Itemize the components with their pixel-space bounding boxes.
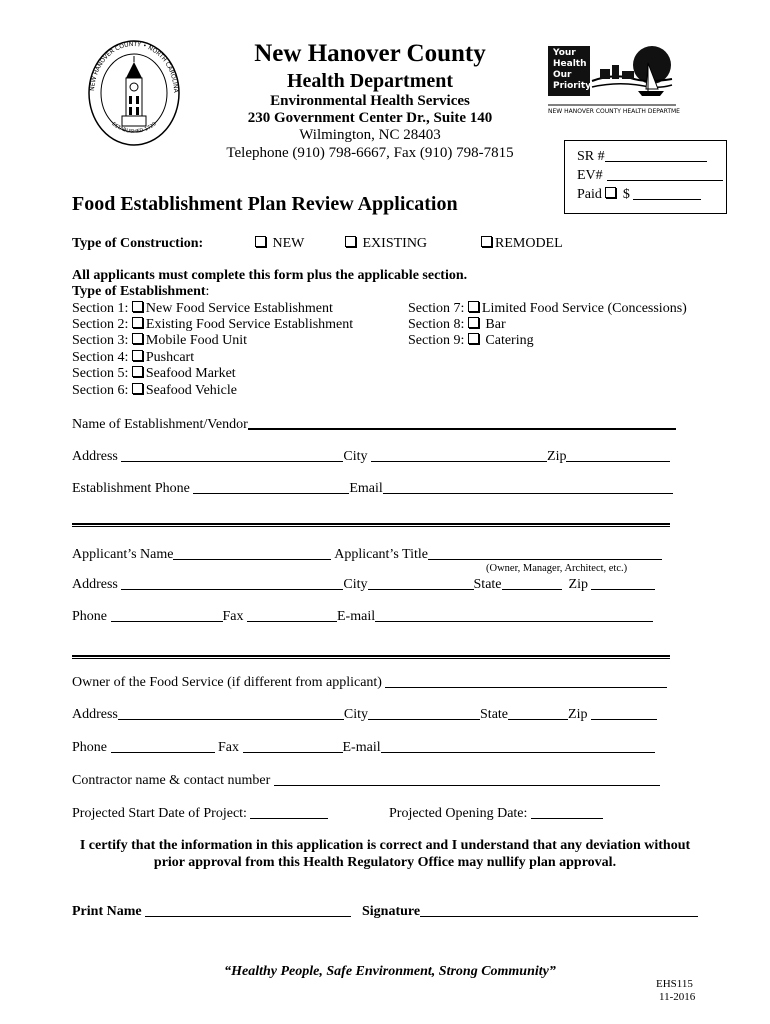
section-divider bbox=[72, 655, 670, 657]
section-option[interactable] bbox=[72, 301, 333, 317]
field-label: Owner of the Food Service (if different from applicant) bbox=[72, 675, 382, 690]
option-label: EXISTING bbox=[362, 236, 428, 251]
phone-field[interactable] bbox=[193, 481, 349, 494]
email-field[interactable] bbox=[381, 740, 655, 753]
address-field[interactable] bbox=[118, 707, 344, 720]
division-name: Environmental Health Services bbox=[270, 93, 470, 109]
field-label: Address bbox=[72, 577, 118, 592]
field-label: City bbox=[343, 449, 368, 464]
section-option[interactable] bbox=[72, 333, 247, 349]
email-field[interactable] bbox=[375, 609, 653, 622]
logo-caption: NEW HANOVER COUNTY HEALTH DEPARTMENT bbox=[548, 108, 680, 115]
ev-field[interactable] bbox=[607, 168, 723, 181]
checkbox[interactable] bbox=[255, 236, 266, 247]
applicant-name-row bbox=[72, 547, 662, 563]
construction-label: Type of Construction: bbox=[72, 236, 204, 251]
section-option[interactable] bbox=[72, 383, 237, 399]
field-label: Address bbox=[72, 449, 118, 464]
start-date-row bbox=[72, 806, 328, 822]
certification-line-1: I certify that the information in this application is correct and I understand that any deviation without bbox=[79, 838, 691, 853]
field-label: Fax bbox=[222, 609, 244, 624]
fax-field[interactable] bbox=[243, 740, 343, 753]
field-label: Contractor name & contact number bbox=[72, 773, 271, 788]
section-option[interactable] bbox=[408, 317, 506, 333]
email-field[interactable] bbox=[383, 481, 673, 494]
field-label: Projected Opening Date: bbox=[389, 806, 528, 821]
svg-text:NEW HANOVER COUNTY • NORTH CAR: NEW HANOVER COUNTY • NORTH CAROLINA bbox=[89, 40, 180, 93]
checkbox[interactable] bbox=[132, 333, 143, 344]
paid-amount-field[interactable] bbox=[633, 187, 701, 200]
field-label: Name of Establishment/Vendor bbox=[72, 417, 248, 432]
fax-field[interactable] bbox=[247, 609, 337, 622]
logo-line: Priority bbox=[553, 81, 591, 91]
sr-field[interactable] bbox=[605, 149, 707, 162]
section-number: Section 9: bbox=[408, 333, 465, 348]
section-name: Mobile Food Unit bbox=[145, 333, 248, 348]
contractor-row bbox=[72, 773, 660, 789]
field-label: Zip bbox=[547, 449, 567, 464]
title-hint: (Owner, Manager, Architect, etc.) bbox=[486, 563, 628, 574]
section-name: Seafood Market bbox=[145, 366, 236, 381]
field-label: City bbox=[343, 707, 369, 722]
form-code: EHS115 bbox=[656, 978, 693, 990]
zip-field[interactable] bbox=[591, 707, 657, 720]
checkbox[interactable] bbox=[468, 301, 479, 312]
field-label: State bbox=[480, 707, 509, 722]
field-label: Phone bbox=[72, 609, 107, 624]
state-field[interactable] bbox=[502, 577, 562, 590]
section-number: Section 8: bbox=[408, 317, 465, 332]
phone-field[interactable] bbox=[111, 740, 215, 753]
contractor-field[interactable] bbox=[274, 773, 660, 786]
county-name: New Hanover County bbox=[254, 40, 486, 67]
field-label: Fax bbox=[218, 740, 239, 755]
field-label: Print Name bbox=[72, 904, 142, 919]
option-label: NEW bbox=[272, 236, 305, 251]
sr-label: SR # bbox=[577, 149, 605, 164]
section-divider bbox=[72, 523, 670, 525]
city-field[interactable] bbox=[368, 577, 474, 590]
checkbox[interactable] bbox=[468, 333, 479, 344]
checkbox[interactable] bbox=[481, 236, 492, 247]
field-label: Signature bbox=[362, 904, 421, 919]
motto: “Healthy People, Safe Environment, Strong Community” bbox=[224, 964, 556, 979]
checkbox[interactable] bbox=[132, 366, 143, 377]
section-option[interactable] bbox=[408, 333, 534, 349]
zip-field[interactable] bbox=[591, 577, 655, 590]
city-field[interactable] bbox=[371, 449, 547, 462]
establishment-name-field[interactable] bbox=[248, 416, 676, 430]
field-label: Zip bbox=[568, 707, 588, 722]
establishment-type-label: Type of Establishment bbox=[72, 284, 206, 299]
field-label: Establishment Phone bbox=[72, 481, 190, 496]
applicant-address-row bbox=[72, 577, 655, 593]
department-name: Health Department bbox=[286, 70, 454, 92]
form-date: 11-2016 bbox=[659, 991, 696, 1003]
section-number: Section 6: bbox=[72, 383, 129, 398]
field-label: Zip bbox=[568, 577, 588, 592]
section-number: Section 4: bbox=[72, 350, 129, 365]
checkbox[interactable] bbox=[132, 317, 143, 328]
owner-field[interactable] bbox=[385, 675, 667, 688]
section-number: Section 1: bbox=[72, 301, 129, 316]
county-seal bbox=[86, 38, 182, 148]
section-name: Catering bbox=[485, 333, 534, 348]
section-option[interactable] bbox=[72, 366, 236, 382]
owner-row bbox=[72, 675, 667, 691]
section-option[interactable] bbox=[72, 317, 353, 333]
construction-option-existing[interactable] bbox=[345, 236, 427, 252]
ev-label: EV# bbox=[577, 168, 603, 183]
paid-checkbox[interactable] bbox=[605, 187, 616, 198]
section-name: Existing Food Service Establishment bbox=[145, 317, 354, 332]
field-label: Email bbox=[349, 481, 383, 496]
city-address: Wilmington, NC 28403 bbox=[299, 127, 441, 143]
logo-line: Health bbox=[553, 59, 587, 69]
form-title: Food Establishment Plan Review Application bbox=[72, 193, 458, 215]
section-divider bbox=[72, 526, 670, 527]
health-dept-logo bbox=[548, 43, 680, 115]
establishment-phone-row bbox=[72, 481, 673, 497]
checkbox[interactable] bbox=[132, 350, 143, 361]
signature-row bbox=[362, 904, 698, 920]
print-name-field[interactable] bbox=[145, 904, 351, 917]
applicant-phone-row bbox=[72, 609, 653, 625]
applicant-title-field[interactable] bbox=[428, 547, 662, 560]
checkbox[interactable] bbox=[468, 317, 479, 328]
owner-phone-row bbox=[72, 740, 655, 756]
street-address: 230 Government Center Dr., Suite 140 bbox=[247, 110, 493, 126]
field-label: Applicant’s Name bbox=[72, 547, 174, 562]
establishment-address-row bbox=[72, 449, 670, 465]
establishment-name-row bbox=[72, 416, 676, 433]
dollar-sign: $ bbox=[622, 187, 630, 202]
checkbox[interactable] bbox=[132, 383, 143, 394]
field-label: Phone bbox=[72, 740, 107, 755]
field-label: Address bbox=[72, 707, 118, 722]
phone-field[interactable] bbox=[111, 609, 223, 622]
section-name: New Food Service Establishment bbox=[145, 301, 333, 316]
section-divider bbox=[72, 658, 670, 659]
colon: : bbox=[205, 284, 210, 299]
opening-date-field[interactable] bbox=[531, 806, 603, 819]
section-number: Section 5: bbox=[72, 366, 129, 381]
section-name: Seafood Vehicle bbox=[145, 383, 237, 398]
print-name-row bbox=[72, 904, 351, 920]
start-date-field[interactable] bbox=[250, 806, 328, 819]
construction-option-remodel[interactable] bbox=[481, 236, 563, 252]
section-name: Pushcart bbox=[145, 350, 195, 365]
address-field[interactable] bbox=[121, 577, 343, 590]
section-option[interactable] bbox=[408, 301, 687, 317]
section-option[interactable] bbox=[72, 350, 194, 366]
field-label: State bbox=[473, 577, 502, 592]
field-label: City bbox=[343, 577, 368, 592]
logo-line: Our bbox=[553, 70, 572, 80]
paid-label: Paid bbox=[577, 187, 602, 202]
zip-field[interactable] bbox=[566, 449, 670, 462]
section-number: Section 3: bbox=[72, 333, 129, 348]
establishment-type-heading bbox=[72, 284, 209, 300]
option-label: REMODEL bbox=[495, 236, 563, 251]
field-label: Applicant’s Title bbox=[334, 547, 428, 562]
city-field[interactable] bbox=[368, 707, 480, 720]
owner-address-row bbox=[72, 707, 657, 723]
certification-line-2: prior approval from this Health Regulatory Office may nullify plan approval. bbox=[153, 855, 617, 870]
checkbox[interactable] bbox=[345, 236, 356, 247]
state-field[interactable] bbox=[508, 707, 568, 720]
signature-field[interactable] bbox=[420, 904, 698, 917]
applicant-name-field[interactable] bbox=[173, 547, 331, 560]
section-number: Section 2: bbox=[72, 317, 129, 332]
field-label: E-mail bbox=[342, 740, 381, 755]
checkbox[interactable] bbox=[132, 301, 143, 312]
applicants-instruction: All applicants must complete this form plus the applicable section. bbox=[72, 268, 468, 283]
section-name: Limited Food Service (Concessions) bbox=[481, 301, 687, 316]
logo-line: Your bbox=[553, 48, 576, 58]
address-field[interactable] bbox=[121, 449, 343, 462]
section-number: Section 7: bbox=[408, 301, 465, 316]
svg-text:ESTABLISHED 1729: ESTABLISHED 1729 bbox=[110, 121, 158, 135]
construction-option-new[interactable] bbox=[255, 236, 304, 252]
section-name: Bar bbox=[485, 317, 506, 332]
opening-date-row bbox=[389, 806, 603, 822]
field-label: E-mail bbox=[337, 609, 376, 624]
office-use-box bbox=[564, 140, 727, 214]
phone-fax: Telephone (910) 798-6667, Fax (910) 798-7815 bbox=[226, 145, 514, 161]
field-label: Projected Start Date of Project: bbox=[72, 806, 247, 821]
